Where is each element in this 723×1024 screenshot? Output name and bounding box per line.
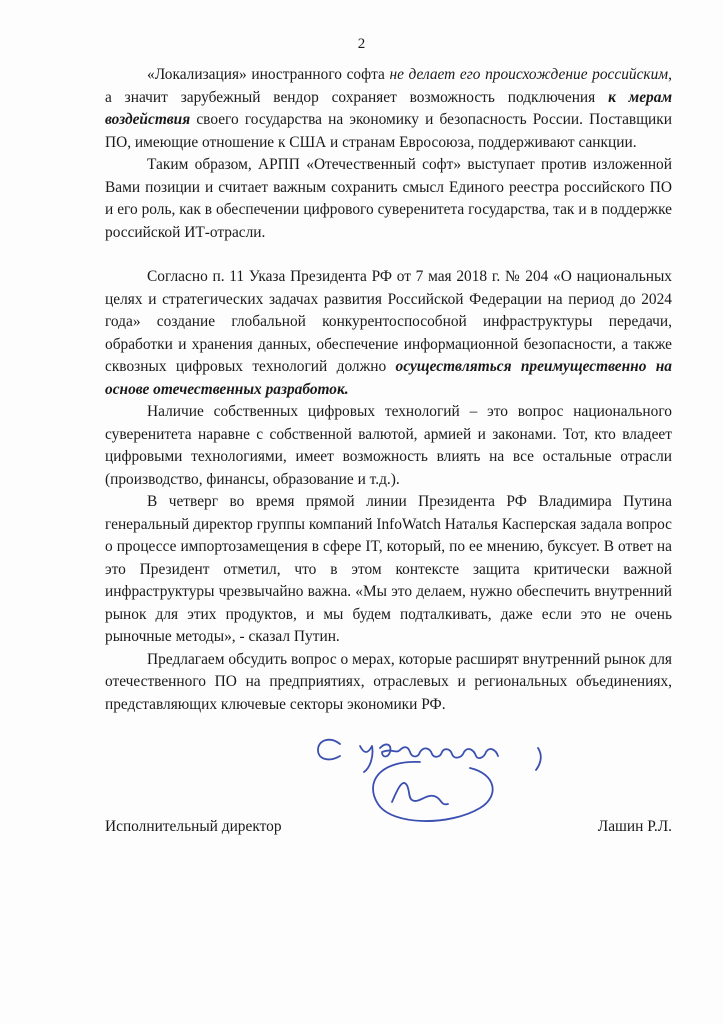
paragraph-decree: Согласно п. 11 Указа Президента РФ от 7 мая 2018 г. № 204 «О национальных целях и стратегических задачах развития Российской Федерации на период до 2024 года» создание глобальной конкурентоспособной инфраструктуры передачи, обработки и хранения данных, обеспечение информационной безопасности, а также сквозных цифровых технологий должно осуществляться преимущественно на основе отечественных разработок.	[105, 268, 672, 398]
paragraph-position: Таким образом, АРПП «Отечественный софт» выступает против изложенной Вами позиции и считает важным сохранить смысл Единого реестра российского ПО и его роль, как в обеспечении цифрового суверенитета государства, так и в поддержке российской ИТ-отрасли.	[105, 156, 672, 241]
signature-main-stroke	[373, 762, 493, 821]
paragraph-localization: «Локализация» иностранного софта не делает его происхождение российским, а значит зарубежный вендор сохраняет возможность подключения к мерам воздействия своего государства на экономику и безопасность России. Поставщики ПО, имеющие отношение к США и странам Евросоюза, поддерживают санкции.	[105, 66, 672, 151]
signatory-position: Исполнительный директор	[105, 818, 282, 835]
signature-greeting-stroke	[360, 746, 373, 772]
paragraph-sovereignty: Наличие собственных цифровых технологий – это вопрос национального суверенитета наравне с собственной валютой, армией и законами. Тот, кто владеет цифровыми технологиями, имеет возможность влиять на все остальные отрасли (производство, финансы, образование и т.д.).	[105, 403, 672, 488]
paragraph-direct-line: В четверг во время прямой линии Президента РФ Владимира Путина генеральный директор группы компаний InfoWatch Наталья Касперская задала вопрос о процессе импортозамещения в сфере IT, который, по ее мнению, буксует. В ответ на это Президент отметил, что в этом контексте защита критически важной инфраструктуры чрезвычайно важна. «Мы это делаем, нужно обеспечить внутренний рынок для этих продуктов, и мы будем подталкивать, даже если это не очень рыночные методы», - сказал Путин.	[105, 493, 672, 645]
signature-greeting-stroke	[318, 740, 340, 760]
paragraph-gap	[105, 244, 672, 266]
signature-greeting-stroke	[380, 745, 498, 759]
signatory-name: Лашин Р.Л.	[597, 818, 672, 835]
handwritten-signature	[300, 722, 560, 842]
page-number: 2	[357, 36, 366, 52]
signature-greeting-stroke	[536, 748, 541, 770]
document-body	[105, 64, 672, 716]
paragraph-proposal: Предлагаем обсудить вопрос о мерах, которые расширят внутренний рынок для отечественного ПО на предприятиях, отраслевых и региональных объединениях, представляющих ключевые секторы экономики РФ.	[105, 650, 672, 713]
signature-main-stroke	[392, 783, 448, 804]
